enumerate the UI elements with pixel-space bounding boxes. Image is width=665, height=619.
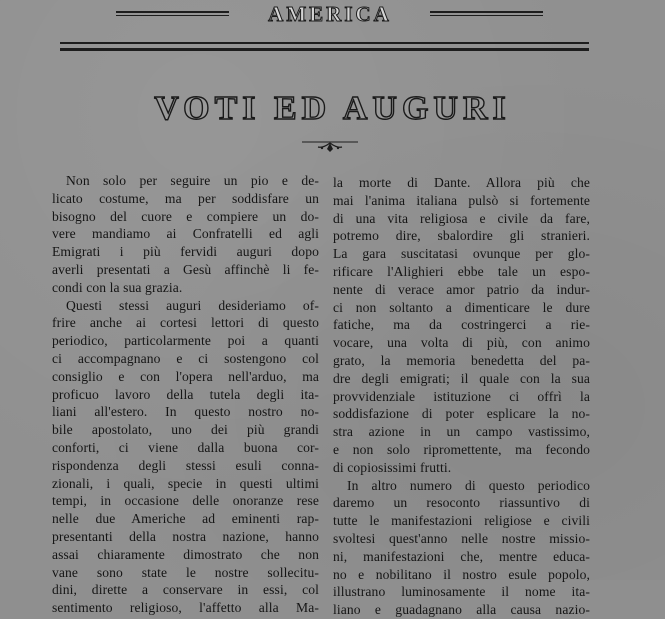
text-line: liano e guadagnano alla causa nazio- [333, 602, 590, 618]
text-line: bisogno del cuore e compiere un do- [52, 208, 319, 224]
header-double-rule-top [60, 42, 589, 44]
text-line: di copiosissimi frutti. [333, 459, 452, 475]
text-line: vane sono state le nostre sollecitu- [52, 564, 319, 580]
text-line: daremo un resoconto riassuntivo di [333, 495, 590, 511]
text-line: Emigrati i più fervidi auguri dopo [52, 244, 319, 260]
text-line: potremo dire, sbalordire gli stranieri. [333, 228, 590, 244]
text-line: rificare l'Alighieri ebbe tale un espo- [333, 263, 590, 279]
text-line: rispondenza degli stessi esuli conna- [52, 457, 319, 473]
text-line: no e nobilitano il nostro esule popolo, [333, 566, 590, 582]
text-line: grato, la memoria benedetta del pa- [333, 352, 590, 368]
header-double-rule-bottom [60, 48, 589, 51]
text-line: Questi stessi auguri desideriamo of- [66, 297, 319, 313]
article-title: VOTI ED AUGURI [154, 90, 511, 127]
text-line: soddisfazione di poter esplicare la no- [333, 406, 590, 422]
text-line: stra azione in un campo vastissimo, [333, 424, 590, 440]
text-line: fatiche, ma da costringerci a rie- [333, 317, 590, 333]
text-line: ni, manifestazioni che, mentre educa- [333, 548, 590, 564]
text-line: tempi, in occasione delle onoranze rese [52, 493, 319, 509]
text-line: conforti, ci viene dalla buona cor- [52, 439, 319, 455]
header-rule-left [116, 11, 229, 13]
text-line: ci non soltanto a dimenticare le dure [333, 299, 590, 315]
text-line: presentanti della nostra nazione, hanno [52, 528, 319, 544]
text-line: nelle due Americhe ad eminenti rap- [52, 511, 319, 527]
header-rule-right [430, 11, 543, 13]
header-rule-right-lower [430, 15, 543, 16]
text-line: In altro numero di questo periodico [347, 477, 590, 493]
text-line: mai l'anima italiana pulsò si fortemente [333, 192, 590, 208]
text-line: bile apostolato, uno dei più grandi [52, 422, 319, 438]
text-line: consiglio e con l'opera nell'arduo, ma [52, 368, 319, 384]
text-line: dini, dirette a conservare in essi, col [52, 582, 319, 598]
text-line: periodico, particolarmente poi a quanti [52, 333, 319, 349]
text-line: Non solo per seguire un pio e de- [66, 173, 319, 188]
fleuron-ornament-icon [300, 136, 360, 156]
text-line: ci accompagnano e ci sostengono col [52, 350, 319, 366]
text-line: dre degli emigrati; il quale con la sua [333, 370, 590, 386]
text-line: La gara suscitatasi ovunque per glo- [333, 246, 590, 262]
text-line: licato costume, ma per soddisfare un [52, 190, 319, 206]
text-line: liani all'estero. In questo nostro no- [52, 404, 319, 420]
text-line: assai chiaramente dimostrato che non [52, 546, 319, 562]
text-line: averli presentati a Gesù affinchè li fe- [52, 261, 319, 277]
text-line: e non solo ripromettente, ma fecondo [333, 441, 590, 457]
text-line: vere mandiamo ai Confratelli ed agli [52, 226, 319, 242]
text-line: sentimento religioso, l'affetto alla Ma- [52, 600, 319, 616]
right-column [333, 174, 590, 619]
text-line: proficuo lavoro della tutela degli ita- [52, 386, 319, 402]
text-line: vocare, una volta di più, con animo [333, 335, 590, 351]
header-rule-left-lower [116, 15, 229, 16]
text-line: condi con la sua grazia. [52, 279, 183, 295]
text-line: frire anche ai cortesi lettori di questo [52, 315, 319, 331]
text-line: svoltesi quest'anno nelle nostre missio- [333, 530, 590, 546]
text-line: provvidenziale istituzione ci offrì la [333, 388, 590, 404]
text-line: tutte le manifestazioni religiose e civili [333, 513, 590, 529]
text-line: illustrano luminosamente il nome ita- [333, 584, 590, 600]
text-line: zionali, i quali, specie in questi ultimi [52, 475, 319, 491]
text-line: nente di verace amor patrio da indur- [333, 281, 590, 297]
left-column [52, 172, 319, 617]
header-title: AMERICA [268, 2, 392, 26]
text-line: di una vita religiosa e civile da fare, [333, 210, 590, 226]
text-line: la morte di Dante. Allora più che [333, 175, 590, 190]
